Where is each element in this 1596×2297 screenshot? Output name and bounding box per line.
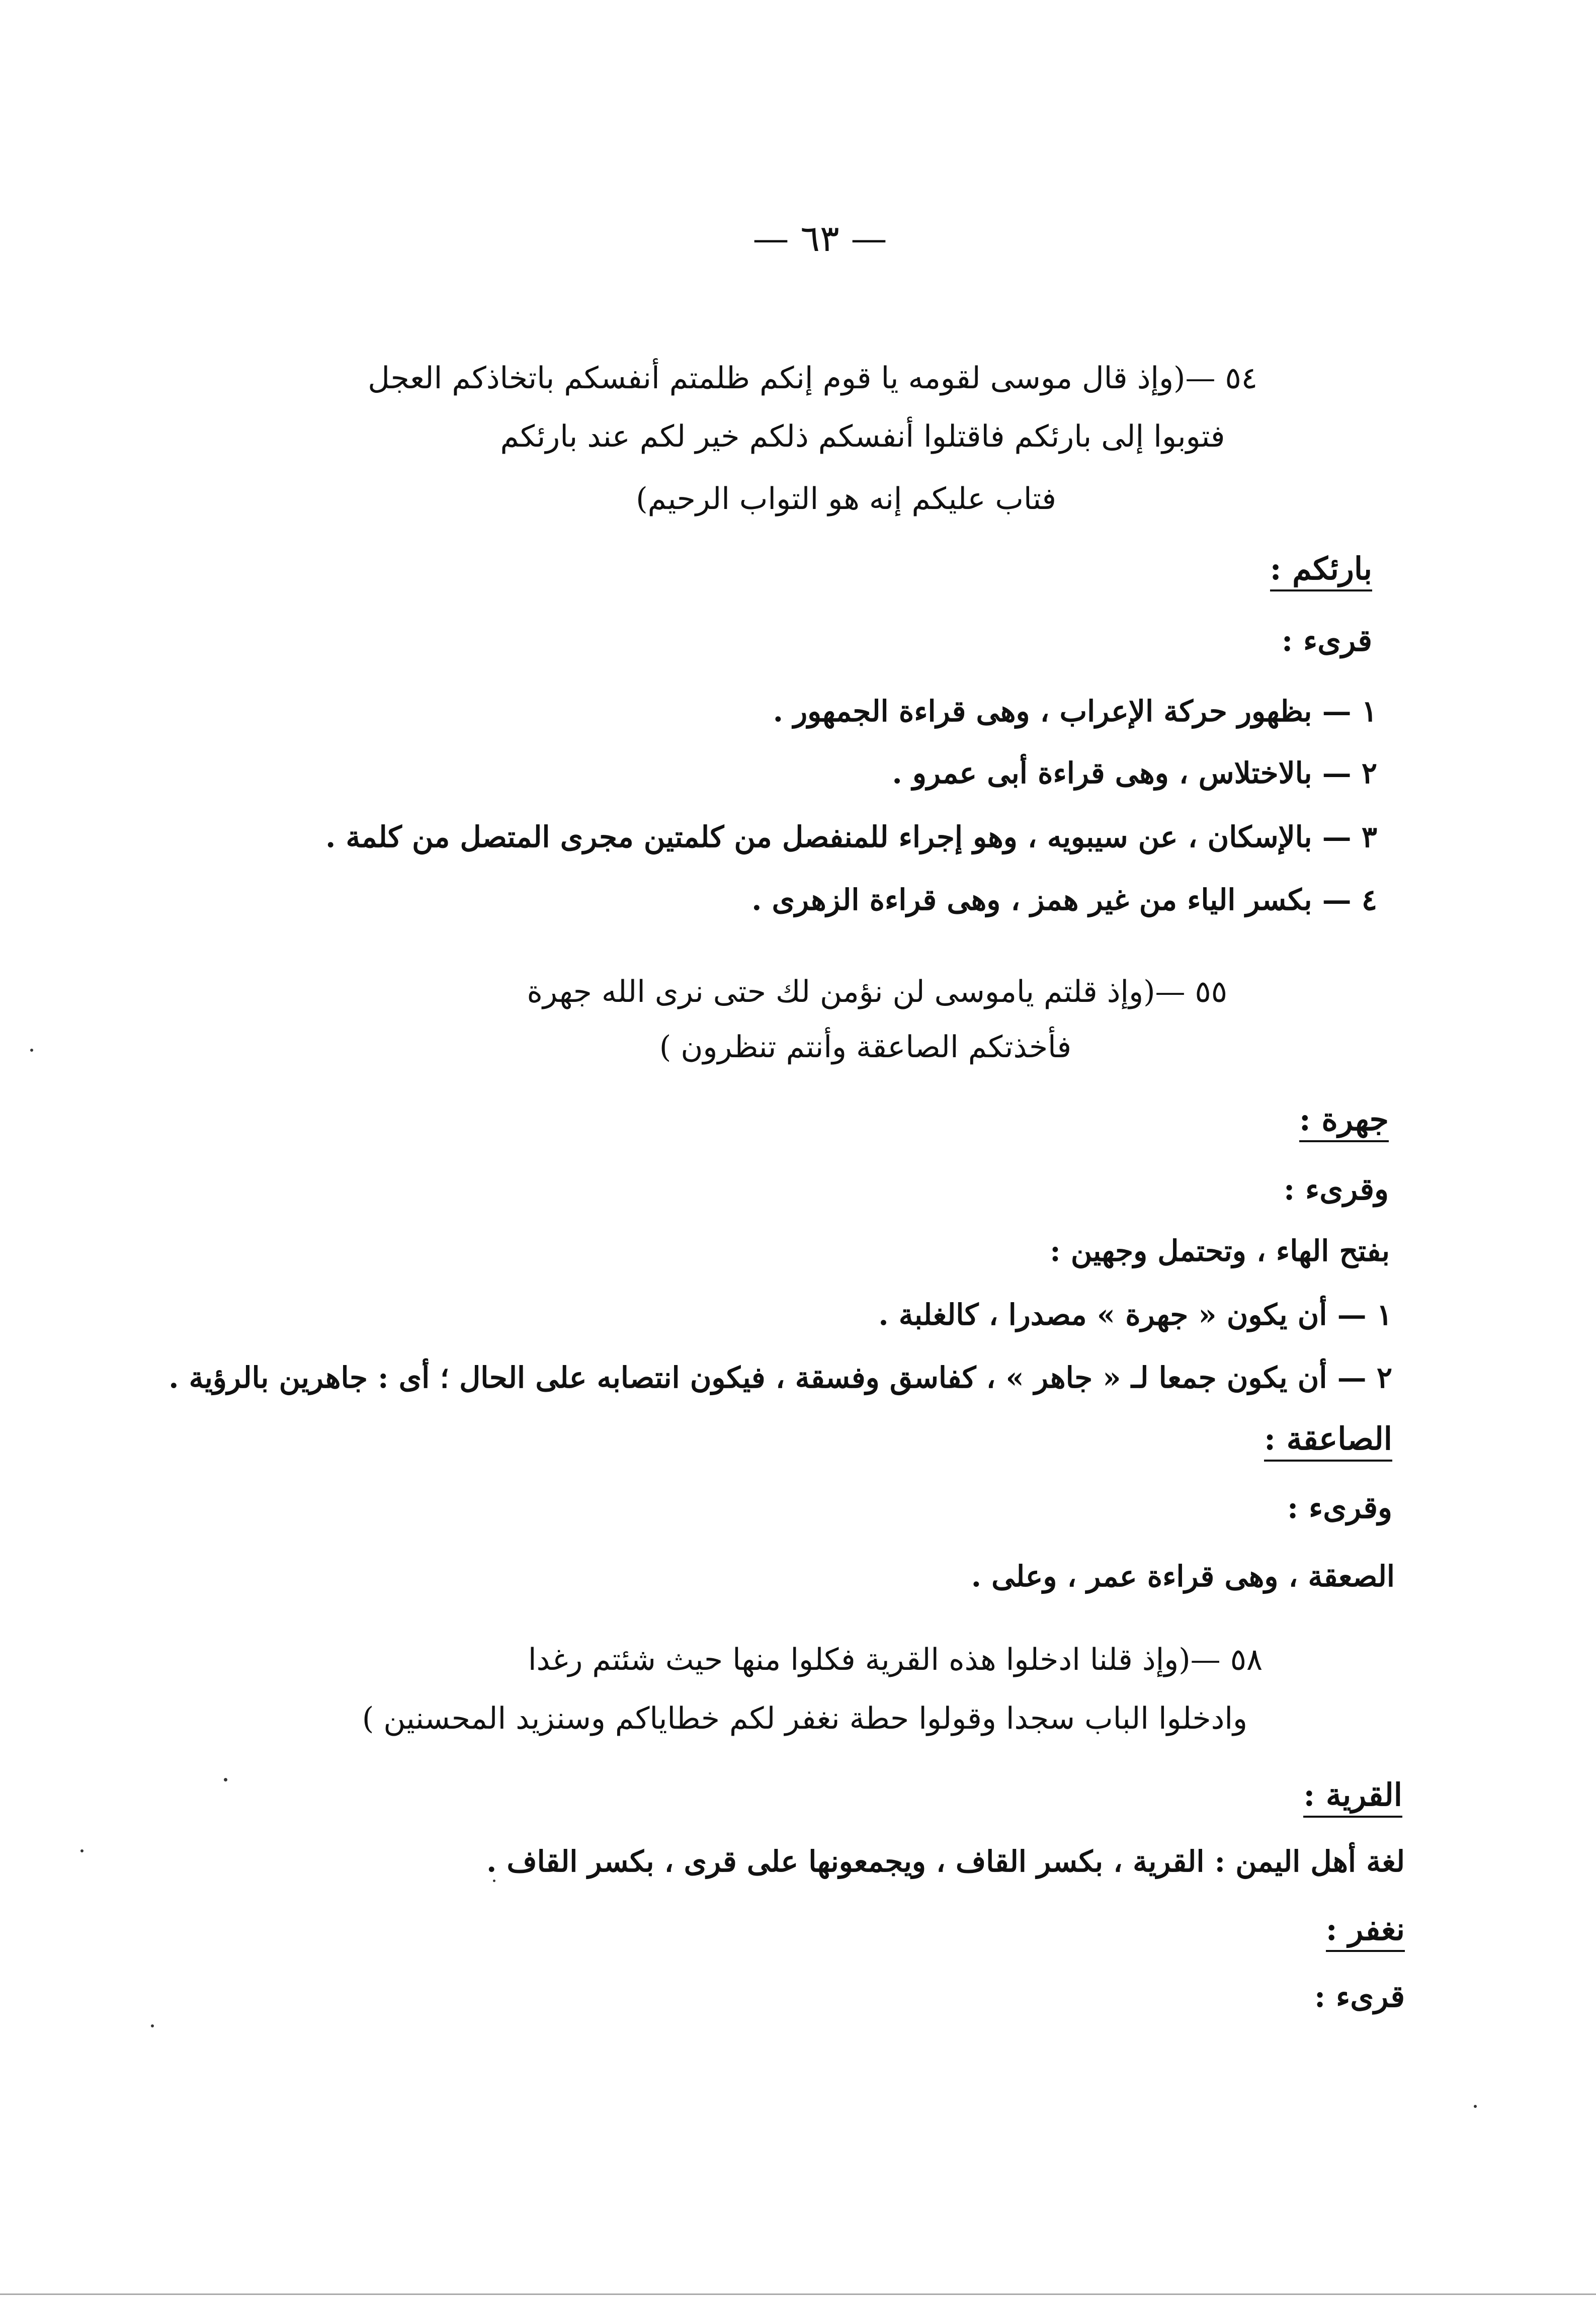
verse-54-line-3: فتاب عليكم إنه هو التواب الرحيم) [636,481,1056,517]
verse-58-line-2: وادخلوا الباب سجدا وقولوا حطة نغفر لكم خطاياكم وسنزيد المحسنين ) [362,1701,1247,1736]
scan-speck [30,1049,33,1052]
bariikum-item-2: ٢ — بالاختلاس ، وهى قراءة أبى عمرو . [892,756,1377,790]
jahratan-intro: بفتح الهاء ، وتحتمل وجهين : [1050,1234,1390,1268]
scan-speck [80,1849,83,1852]
naghfir-read-label: قرىء : [1314,1979,1405,2014]
scan-speck [1474,2105,1477,2108]
jahratan-item-1: ١ — أن يكون « جهرة » مصدرا ، كالغلبة . [878,1298,1392,1332]
page-number: — ٦٣ — [752,217,887,260]
bariikum-read-label: قرىء : [1282,623,1372,658]
saiqa-read-label: وقرىء : [1287,1490,1392,1525]
jahratan-item-2: ٢ — أن يكون جمعا لـ « جاهر » ، كفاسق وفسقة ، فيكون انتصابه على الحال ؛ أى : جاهرين بالرؤية . [169,1360,1392,1395]
qarya-text: لغة أهل اليمن : القرية ، بكسر القاف ، ويجمعونها على قرى ، بكسر القاف . [486,1844,1405,1879]
scan-speck [151,2024,154,2027]
jahratan-read-label: وقرىء : [1284,1172,1389,1207]
bariikum-item-1: ١ — بظهور حركة الإعراب ، وهى قراءة الجمهور . [773,694,1377,728]
heading-jahratan: جهرة : [1299,1104,1389,1142]
bariikum-item-4: ٤ — بكسر الياء من غير همز ، وهى قراءة الزهرى . [751,883,1377,917]
verse-58-line-1: ٥٨ —(وإذ قلنا ادخلوا هذه القرية فكلوا منها حيث شئتم رغدا [528,1642,1263,1677]
verse-55-line-2: فأخذتكم الصاعقة وأنتم تنظرون ) [659,1030,1071,1065]
heading-qarya: القرية : [1303,1779,1402,1818]
heading-naghfir: نغفر : [1326,1914,1405,1952]
verse-55-line-1: ٥٥ —(وإذ قلتم ياموسى لن نؤمن لك حتى نرى الله جهرة [527,974,1227,1009]
bariikum-item-3: ٣ — بالإسكان ، عن سيبويه ، وهو إجراء للمنفصل من كلمتين مجرى المتصل من كلمة . [325,820,1377,854]
scan-speck [224,1778,227,1781]
page-bottom-edge [0,2293,1596,2295]
saiqa-text: الصعقة ، وهى قراءة عمر ، وعلى . [971,1559,1395,1593]
heading-bariikum: بارئكم : [1270,553,1372,591]
verse-54-line-2: فتوبوا إلى بارئكم فاقتلوا أنفسكم ذلكم خير لكم عند بارئكم [500,419,1225,454]
scan-speck [493,1880,495,1882]
heading-saiqa: الصاعقة : [1264,1423,1392,1462]
verse-54-line-1: ٥٤ —(وإذ قال موسى لقومه يا قوم إنكم ظلمتم أنفسكم باتخاذكم العجل [368,361,1257,396]
